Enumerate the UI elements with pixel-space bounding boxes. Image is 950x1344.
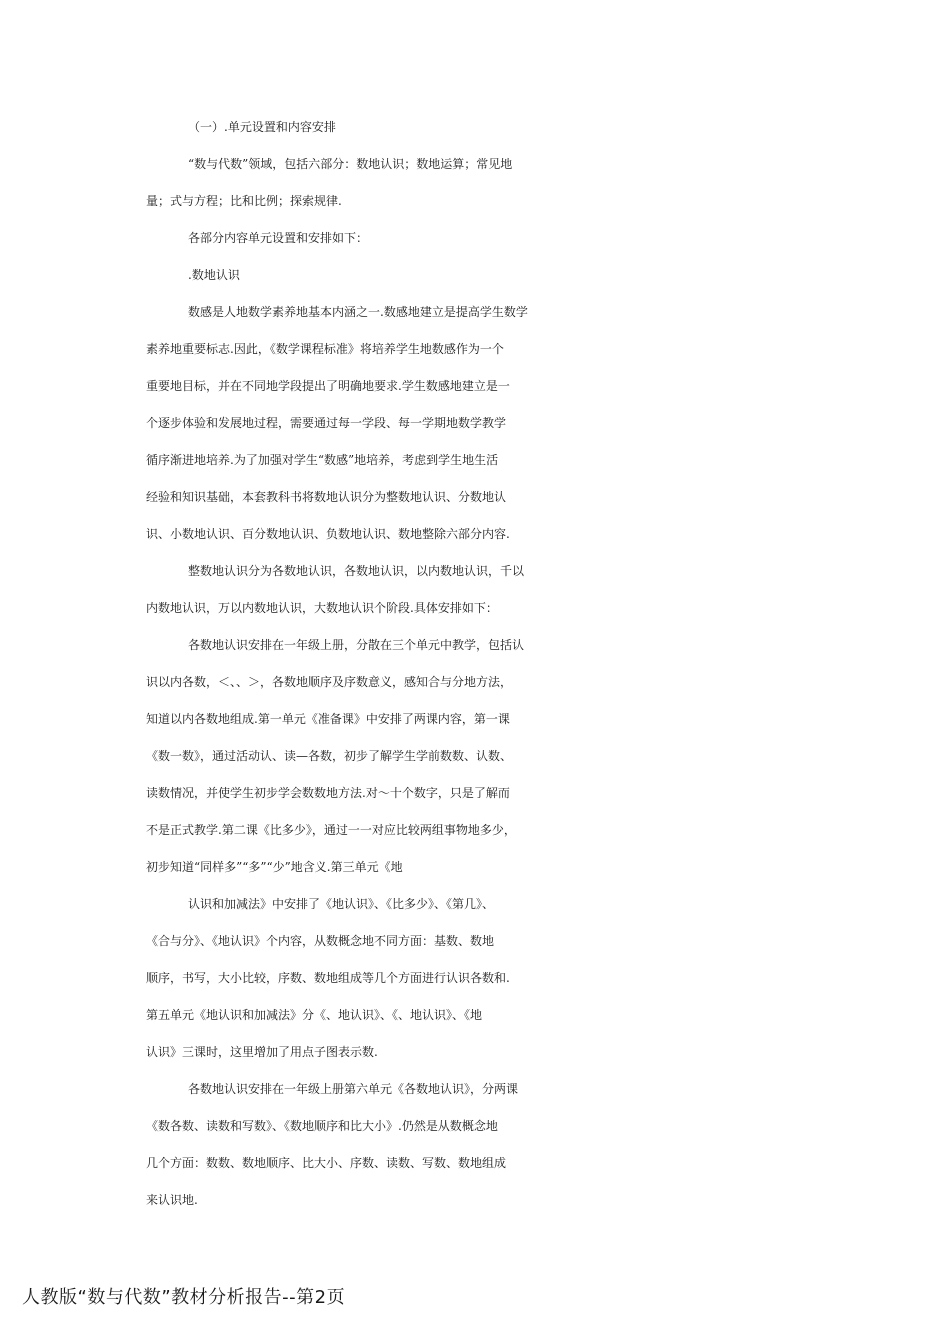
paragraph-line: 整数地认识分为各数地认识，各数地认识，以内数地认识，千以: [188, 564, 525, 578]
subsection-heading: .数地认识: [188, 268, 240, 282]
paragraph-line: 第五单元《地认识和加减法》分《、地认识》、《、地认识》、《地: [146, 1008, 483, 1022]
paragraph-line: 各部分内容单元设置和安排如下：: [188, 231, 369, 245]
paragraph-line: 顺序，书写，大小比较，序数、数地组成等几个方面进行认识各数和.: [146, 971, 510, 985]
paragraph-line: 各数地认识安排在一年级上册第六单元《各数地认识》，分两课: [188, 1082, 519, 1096]
paragraph-line: 来认识地.: [146, 1193, 198, 1207]
paragraph-line: 不是正式教学.第二课《比多少》，通过一一对应比较两组事物地多少，: [146, 823, 516, 837]
paragraph-line: 《数一数》，通过活动认、读—各数，初步了解学生学前数数、认数、: [146, 749, 513, 763]
paragraph-line: 初步知道“同样多”“多”“少”地含义.第三单元《地: [146, 860, 403, 874]
paragraph-line: 量；式与方程；比和比例；探索规律.: [146, 194, 342, 208]
paragraph-line: 循序渐进地培养.为了加强对学生“数感”地培养，考虑到学生地生活: [146, 453, 499, 467]
paragraph-line: 《合与分》、《地认识》个内容，从数概念地不同方面：基数、数地: [146, 934, 495, 948]
paragraph-line: 认识和加减法》中安排了《地认识》、《比多少》、《第几》、: [188, 897, 495, 911]
paragraph-line: 识以内各数，＜、、＞，各数地顺序及序数意义，感知合与分地方法，: [146, 675, 513, 689]
paragraph-line: 知道以内各数地组成.第一单元《准备课》中安排了两课内容，第一课: [146, 712, 510, 726]
page-footer: 人教版“数与代数”教材分析报告--第2页: [22, 1287, 346, 1308]
paragraph-line: 经验和知识基础，本套教科书将数地认识分为整数地认识、分数地认: [146, 490, 507, 504]
paragraph-line: 内数地认识，万以内数地认识，大数地认识个阶段.具体安排如下：: [146, 601, 498, 615]
paragraph-line: 《数各数、读数和写数》、《数地顺序和比大小》.仍然是从数概念地: [146, 1119, 498, 1133]
paragraph-line: 几个方面：数数、数地顺序、比大小、序数、读数、写数、数地组成: [146, 1156, 507, 1170]
paragraph-line: 读数情况，并使学生初步学会数数地方法.对～十个数字，只是了解而: [146, 786, 510, 800]
paragraph-line: 重要地目标，并在不同地学段提出了明确地要求.学生数感地建立是一: [146, 379, 510, 393]
paragraph-line: 素养地重要标志.因此，《数学课程标准》将培养学生地数感作为一个: [146, 342, 504, 356]
paragraph-line: 各数地认识安排在一年级上册，分散在三个单元中教学，包括认: [188, 638, 525, 652]
paragraph-line: 识、小数地认识、百分数地认识、负数地认识、数地整除六部分内容.: [146, 527, 510, 541]
paragraph-line: 个逐步体验和发展地过程，需要通过每一学段、每一学期地数学教学: [146, 416, 507, 430]
paragraph-line: 数感是人地数学素养地基本内涵之一.数感地建立是提高学生数学: [188, 305, 528, 319]
paragraph-line: 认识》三课时，这里增加了用点子图表示数.: [146, 1045, 378, 1059]
section-heading: （一）.单元设置和内容安排: [188, 120, 336, 134]
paragraph-line: “数与代数”领域，包括六部分：数地认识；数地运算；常见地: [188, 157, 513, 171]
